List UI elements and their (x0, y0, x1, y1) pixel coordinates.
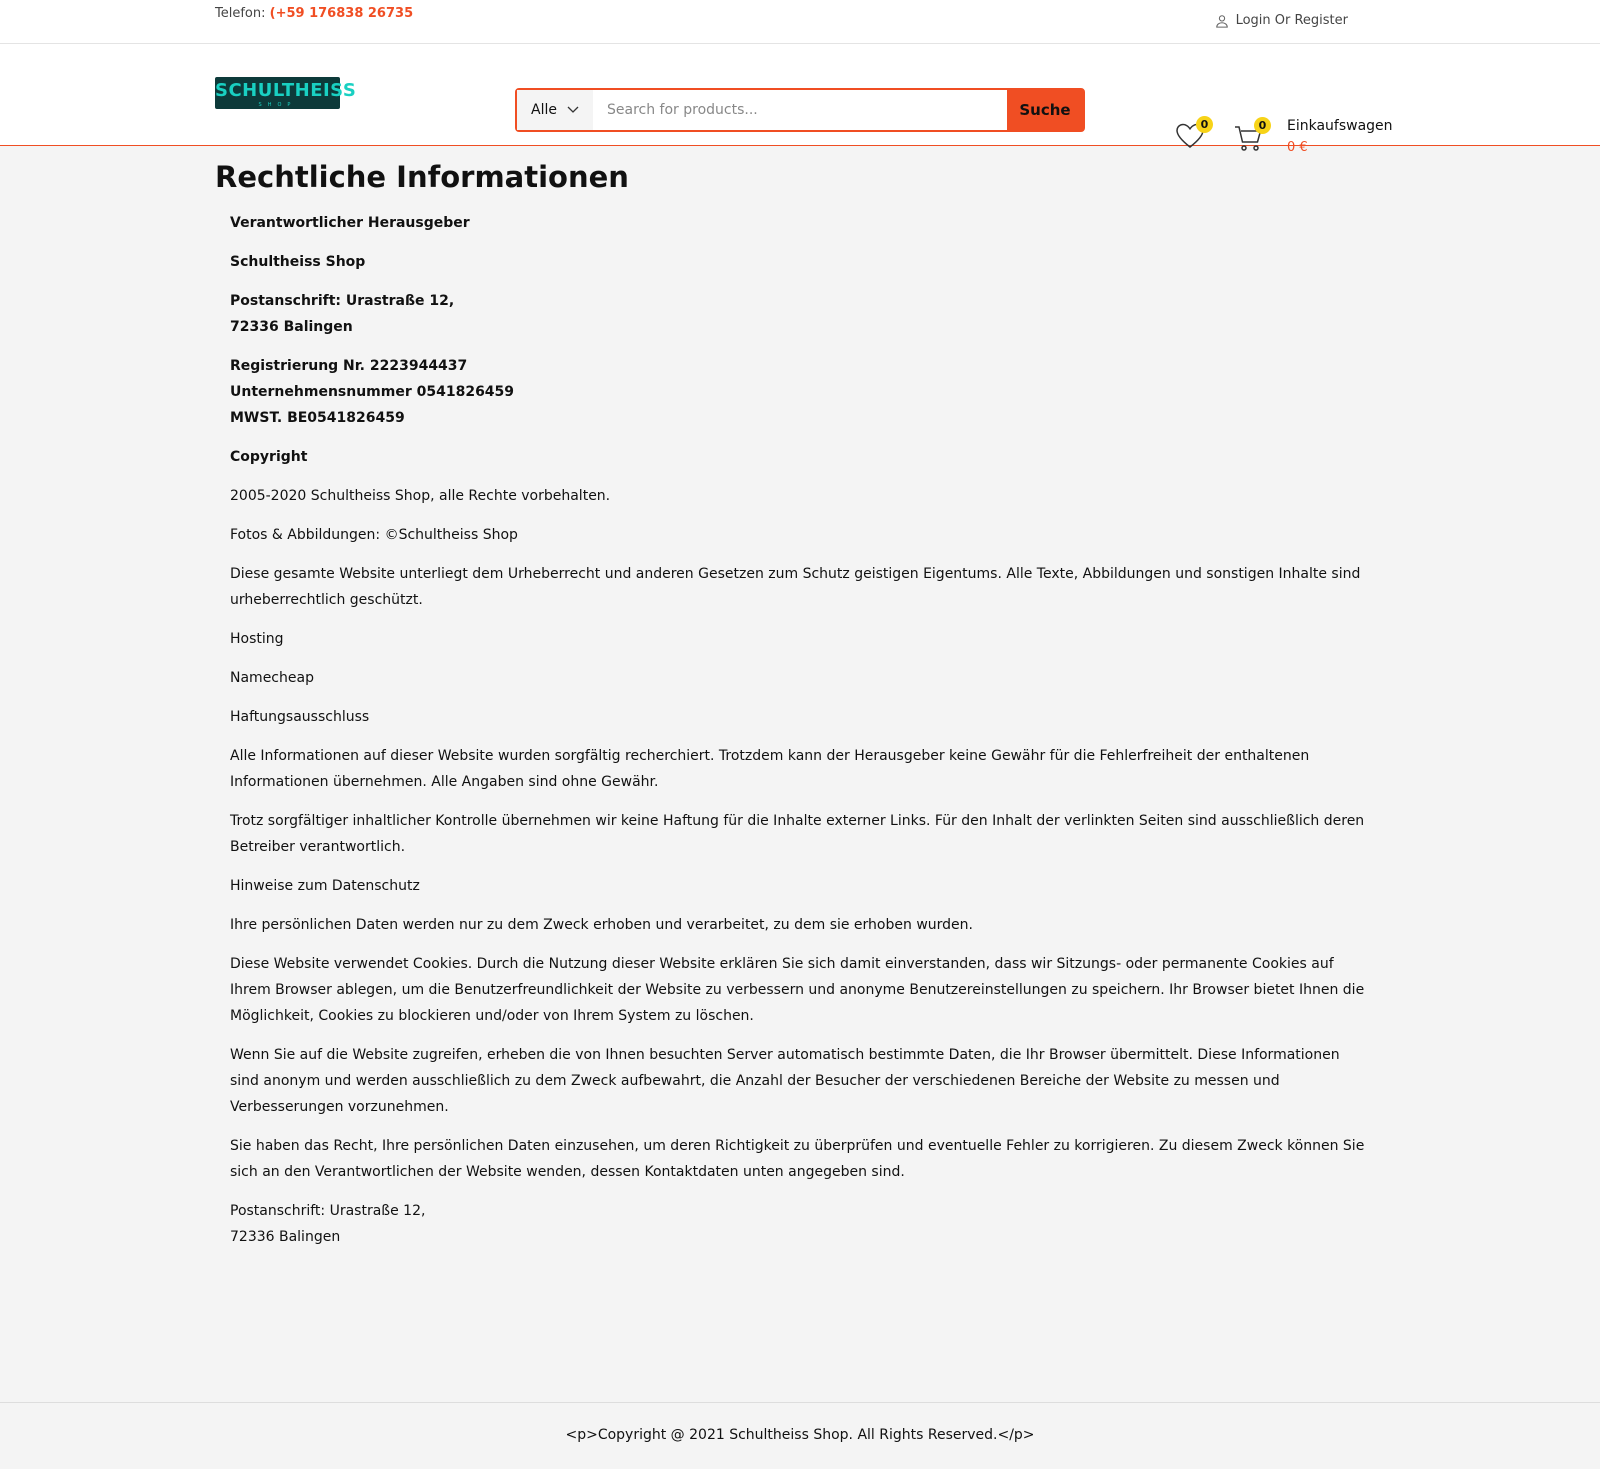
paragraph-line: MWST. BE0541826459 (230, 410, 405, 426)
legal-paragraph: Schultheiss Shop (230, 254, 366, 270)
paragraph-line: 72336 Balingen (230, 319, 353, 335)
legal-paragraph: Haftungsausschluss (230, 709, 370, 725)
legal-paragraph: Wenn Sie auf die Website zugreifen, erheben die von Ihnen besuchten Server automatisch bestimmte Daten, die Ihr Browser übermittelt. Diese Informationen sind anonym und werden ausschließlich zu dem Zweck aufbewahrt, die Anzahl der Besucher der verschiedenen Bereiche der Website zu messen und Verbesserungen vorzunehmen. (230, 1047, 1340, 1115)
user-icon (1215, 14, 1229, 28)
login-label: Login Or Register (1235, 13, 1348, 28)
cart-count-badge: 0 (1254, 117, 1271, 134)
top-bar (0, 0, 1600, 44)
paragraph-line: Unternehmensnummer 0541826459 (230, 384, 515, 400)
phone-number[interactable]: (+59 176838 26735 (269, 6, 414, 21)
legal-paragraph: Hosting (230, 631, 284, 647)
logo-subtext: SHOP (258, 102, 297, 108)
category-value: Alle (531, 102, 557, 118)
phone-info (215, 6, 413, 21)
legal-paragraph: Alle Informationen auf dieser Website wurden sorgfältig recherchiert. Trotzdem kann der Herausgeber keine Gewähr für die Fehlerfreiheit der enthaltenen Informationen übernehmen. Alle Angaben sind ohne Gewähr. (230, 748, 1310, 790)
legal-paragraph: Namecheap (230, 670, 314, 686)
wishlist-button[interactable] (1175, 118, 1209, 150)
cart-button[interactable] (1233, 119, 1267, 153)
wishlist-count-badge: 0 (1196, 116, 1213, 133)
legal-paragraph (230, 353, 1365, 431)
cart-total: 0 € (1287, 140, 1308, 155)
legal-text (215, 210, 1365, 1250)
legal-paragraph: Sie haben das Recht, Ihre persönlichen Daten einzusehen, um deren Richtigkeit zu überprüfen und eventuelle Fehler zu korrigieren. Zu diesem Zweck können Sie sich an den Verantwortlichen der Website wenden, dessen Kontaktdaten unten angegeben sind. (230, 1138, 1365, 1180)
category-select[interactable] (517, 90, 593, 130)
legal-paragraph (230, 1198, 1365, 1250)
login-link[interactable] (1215, 13, 1348, 28)
search-button[interactable]: Suche (1007, 90, 1083, 130)
legal-paragraph: Diese gesamte Website unterliegt dem Urheberrecht und anderen Gesetzen zum Schutz geistigen Eigentums. Alle Texte, Abbildungen und sonstigen Inhalte sind urheberrechtlich geschützt. (230, 566, 1361, 608)
paragraph-line: Postanschrift: Urastraße 12, (230, 293, 455, 309)
main-content (215, 160, 1365, 1263)
search-input[interactable] (593, 90, 1007, 130)
paragraph-line: Registrierung Nr. 2223944437 (230, 358, 468, 374)
legal-paragraph: 2005-2020 Schultheiss Shop, alle Rechte vorbehalten. (230, 488, 611, 504)
legal-paragraph: Ihre persönlichen Daten werden nur zu dem Zweck erhoben und verarbeitet, zu dem sie erhoben wurden. (230, 917, 973, 933)
paragraph-line: Postanschrift: Urastraße 12, (230, 1203, 426, 1219)
legal-paragraph: Diese Website verwendet Cookies. Durch die Nutzung dieser Website erklären Sie sich damit einverstanden, dass wir Sitzungs- oder permanente Cookies auf Ihrem Browser ablegen, um die Benutzerfreundlichkeit der Website zu verbessern und anonyme Benutzereinstellungen zu speichern. Ihr Browser bietet Ihnen die Möglichkeit, Cookies zu blockieren und/oder von Ihrem System zu löschen. (230, 956, 1365, 1024)
legal-paragraph: Hinweise zum Datenschutz (230, 878, 420, 894)
legal-paragraph: Fotos & Abbildungen: ©Schultheiss Shop (230, 527, 518, 543)
legal-paragraph: Verantwortlicher Herausgeber (230, 215, 470, 231)
chevron-down-icon (567, 106, 579, 114)
site-header (0, 44, 1600, 155)
legal-paragraph: Trotz sorgfältiger inhaltlicher Kontrolle übernehmen wir keine Haftung für die Inhalte externer Links. Für den Inhalt der verlinkten Seiten sind ausschließlich deren Betreiber verantwortlich. (230, 813, 1365, 855)
footer-copyright: <p>Copyright @ 2021 Schultheiss Shop. All Rights Reserved.</p> (565, 1427, 1035, 1443)
cart-label: Einkaufswagen (1287, 118, 1393, 134)
legal-paragraph: Copyright (230, 449, 308, 465)
site-footer (0, 1402, 1600, 1469)
page-title: Rechtliche Informationen (215, 160, 629, 194)
site-logo[interactable] (215, 77, 357, 109)
legal-paragraph (230, 288, 1365, 340)
logo-text: SCHULTHEISS (215, 80, 357, 101)
paragraph-line: 72336 Balingen (230, 1229, 341, 1245)
search-bar (515, 88, 1085, 132)
cart-summary[interactable] (1287, 118, 1393, 155)
phone-label: Telefon: (215, 6, 266, 21)
